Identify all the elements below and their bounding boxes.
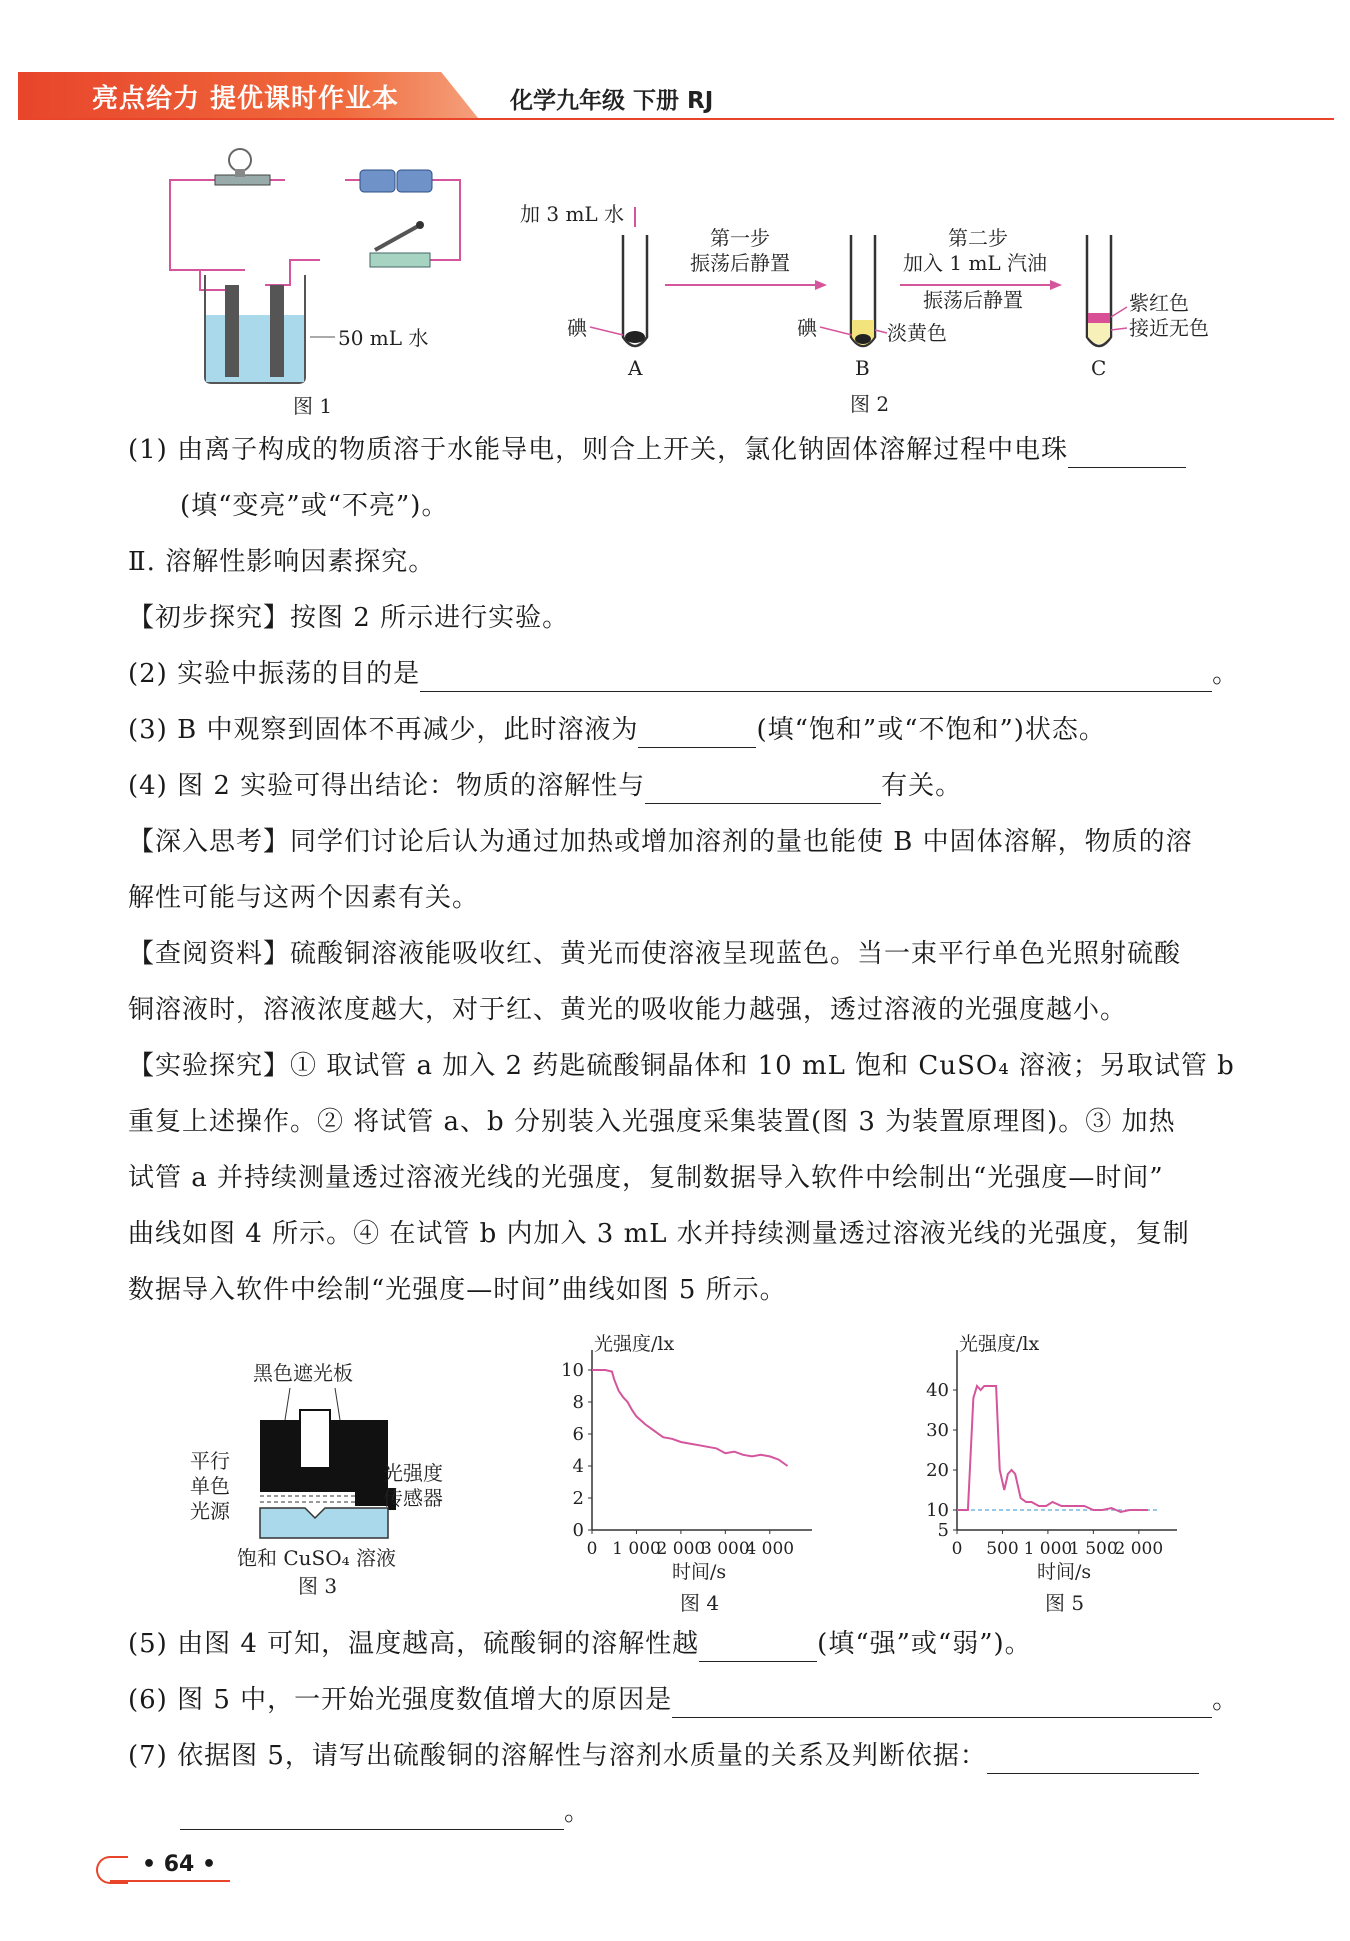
q7-end: 。 (564, 1797, 592, 1827)
y-tick-label: 30 (926, 1420, 949, 1441)
q3-text: (3) B 中观察到固体不再减少，此时溶液为 (128, 715, 639, 745)
q7-answer-blank-2[interactable] (180, 1801, 564, 1830)
book-subtitle: 化学九年级 下册 RJ (510, 88, 714, 114)
q5-text: (5) 由图 4 可知，温度越高，硫酸铜的溶解性越 (128, 1629, 700, 1659)
footer-line (110, 1880, 230, 1882)
source-label-1: 平行 (190, 1449, 230, 1473)
q5-line (128, 1626, 1268, 1662)
water-label: 50 mL 水 (338, 326, 429, 350)
x-tick-label: 1 000 (1023, 1539, 1073, 1559)
y-tick-label: 6 (572, 1424, 584, 1445)
y-tick-label: 40 (926, 1380, 949, 1401)
x-tick-label: 3 000 (700, 1539, 750, 1559)
q1-hint: (填“变亮”或“不亮”)。 (180, 491, 449, 521)
x-tick-label: 0 (951, 1539, 963, 1559)
experiment-line-1 (128, 1048, 1268, 1084)
x-tick-label: 2 000 (656, 1539, 706, 1559)
figure-2 (515, 195, 1235, 416)
deep-thinking-line-2 (128, 880, 1268, 916)
solution-label: 饱和 CuSO₄ 溶液 (237, 1546, 397, 1570)
data-series-line (957, 1386, 1148, 1512)
experiment-text-5: 数据导入软件中绘制“光强度—时间”曲线如图 5 所示。 (128, 1275, 787, 1305)
y-tick-label: 4 (572, 1456, 584, 1477)
q1-line (128, 432, 1268, 468)
step1-title: 第一步 (710, 226, 770, 250)
q7-line (128, 1738, 1268, 1774)
q4-end: 有关。 (881, 771, 963, 801)
y-tick-label: 10 (561, 1360, 584, 1381)
q1-answer-blank[interactable] (1068, 439, 1186, 468)
reference-line-2 (128, 992, 1268, 1028)
section-2-text: Ⅱ. 溶解性影响因素探究。 (128, 547, 436, 577)
figure-3 (185, 1360, 465, 1598)
iodine-label-b: 碘 (797, 316, 817, 340)
near-colorless-label: 接近无色 (1129, 316, 1209, 340)
step2-title: 第二步 (948, 226, 1008, 250)
x-axis-label: 时间/s (672, 1561, 727, 1583)
reference-text-2: 铜溶液时，溶液浓度越大，对于红、黄光的吸收能力越强，透过溶液的光强度越小。 (128, 995, 1128, 1025)
experiment-line-3 (128, 1160, 1268, 1196)
tube-c-label: C (1091, 356, 1107, 380)
q1-text: (1) 由离子构成的物质溶于水能导电，则合上开关，氯化钠固体溶解过程中电珠 (128, 435, 1069, 465)
add-water-label: 加 3 mL 水 (520, 202, 625, 226)
y-axis-label: 光强度/lx (959, 1333, 1040, 1355)
preliminary-line (128, 600, 1268, 636)
tube-a-label: A (628, 356, 643, 380)
x-tick-label: 4 000 (745, 1539, 795, 1559)
source-label-2: 单色 (190, 1474, 230, 1498)
page-number: • 64 • (142, 1852, 217, 1877)
chart-caption: 图 4 (680, 1591, 720, 1615)
experiment-text-1: 【实验探究】① 取试管 a 加入 2 药匙硫酸铜晶体和 10 mL 饱和 CuSO₄ 溶液；另取试管 b (128, 1051, 1235, 1081)
sensor-label-1: 光强度 (383, 1461, 443, 1485)
fig1-caption: 图 1 (293, 394, 333, 418)
iodine-label-a: 碘 (567, 316, 587, 340)
sensor-label-2: 传感器 (383, 1486, 443, 1510)
step2-desc: 加入 1 mL 汽油 (903, 251, 1048, 275)
experiment-line-4 (128, 1216, 1268, 1252)
preliminary-text: 【初步探究】按图 2 所示进行实验。 (128, 603, 570, 633)
q3-line (128, 712, 1268, 748)
y-tick-label: 2 (572, 1488, 584, 1509)
chart-caption: 图 5 (1045, 1591, 1085, 1615)
q2-answer-blank[interactable] (420, 663, 1212, 692)
y-tick-label: 0 (572, 1520, 584, 1541)
experiment-text-2: 重复上述操作。② 将试管 a、b 分别装入光强度采集装置(图 3 为装置原理图)。③ 加热 (128, 1107, 1176, 1137)
q5-hint: (填“强”或“弱”)。 (817, 1629, 1032, 1659)
x-tick-label: 1 000 (612, 1539, 661, 1559)
purple-red-label: 紫红色 (1129, 291, 1189, 315)
figure-5-chart (905, 1330, 1195, 1615)
q2-line (128, 656, 1268, 692)
shield-label: 黑色遮光板 (253, 1361, 353, 1385)
experiment-text-3: 试管 a 并持续测量透过溶液光线的光强度，复制数据导入软件中绘制出“光强度—时间” (128, 1163, 1164, 1193)
light-yellow-label: 淡黄色 (887, 321, 947, 345)
q1-line-2 (180, 488, 1320, 524)
q6-line (128, 1682, 1268, 1718)
experiment-line-2 (128, 1104, 1268, 1140)
book-title: 亮点给力 提优课时作业本 (92, 84, 400, 114)
q2-end: 。 (1212, 659, 1240, 689)
header-divider (18, 118, 1334, 120)
reference-text-1: 【查阅资料】硫酸铜溶液能吸收红、黄光而使溶液呈现蓝色。当一束平行单色光照射硫酸 (128, 939, 1182, 969)
x-tick-label: 2 000 (1114, 1539, 1164, 1559)
q7-text: (7) 依据图 5，请写出硫酸铜的溶解性与溶剂水质量的关系及判断依据： (128, 1741, 987, 1771)
q7-answer-blank[interactable] (987, 1745, 1199, 1774)
q4-text: (4) 图 2 实验可得出结论：物质的溶解性与 (128, 771, 646, 801)
y-axis-label: 光强度/lx (594, 1333, 675, 1355)
step2-shake: 振荡后静置 (923, 288, 1023, 312)
figure-4-chart (540, 1330, 830, 1615)
q4-answer-blank[interactable] (645, 775, 881, 804)
fig2-caption: 图 2 (850, 392, 890, 416)
x-axis-label: 时间/s (1037, 1561, 1092, 1583)
q3-answer-blank[interactable] (638, 719, 756, 748)
figure-1 (170, 145, 490, 418)
page-footer (96, 1848, 236, 1888)
y-tick-label: 8 (572, 1392, 584, 1413)
reference-line-1 (128, 936, 1268, 972)
q6-end: 。 (1212, 1685, 1240, 1715)
q6-answer-blank[interactable] (672, 1689, 1212, 1718)
tube-b-label: B (855, 356, 870, 380)
q5-answer-blank[interactable] (699, 1633, 817, 1662)
page-header (0, 68, 1350, 124)
source-label-3: 光源 (190, 1499, 230, 1523)
deep-thinking-line-1 (128, 824, 1268, 860)
data-series-line (592, 1370, 788, 1466)
experiment-line-5 (128, 1272, 1268, 1308)
x-tick-label: 0 (586, 1539, 598, 1559)
experiment-text-4: 曲线如图 4 所示。④ 在试管 b 内加入 3 mL 水并持续测量透过溶液光线的光强度，复制 (128, 1219, 1190, 1249)
y-tick-label: 5 (937, 1520, 949, 1541)
deep-thinking-text-2: 解性可能与这两个因素有关。 (128, 883, 480, 913)
y-tick-label: 20 (926, 1460, 949, 1481)
q2-text: (2) 实验中振荡的目的是 (128, 659, 421, 689)
q4-line (128, 768, 1268, 804)
step1-desc: 振荡后静置 (690, 251, 790, 275)
q6-text: (6) 图 5 中，一开始光强度数值增大的原因是 (128, 1685, 673, 1715)
x-tick-label: 1 500 (1069, 1539, 1118, 1559)
q3-hint: (填“饱和”或“不饱和”)状态。 (756, 715, 1106, 745)
x-tick-label: 500 (986, 1539, 1019, 1559)
q7-line-2 (180, 1794, 1320, 1830)
section-2-title (128, 544, 1268, 580)
y-tick-label: 10 (926, 1500, 949, 1521)
fig3-caption: 图 3 (298, 1574, 338, 1598)
deep-thinking-text-1: 【深入思考】同学们讨论后认为通过加热或增加溶剂的量也能使 B 中固体溶解，物质的溶 (128, 827, 1193, 857)
